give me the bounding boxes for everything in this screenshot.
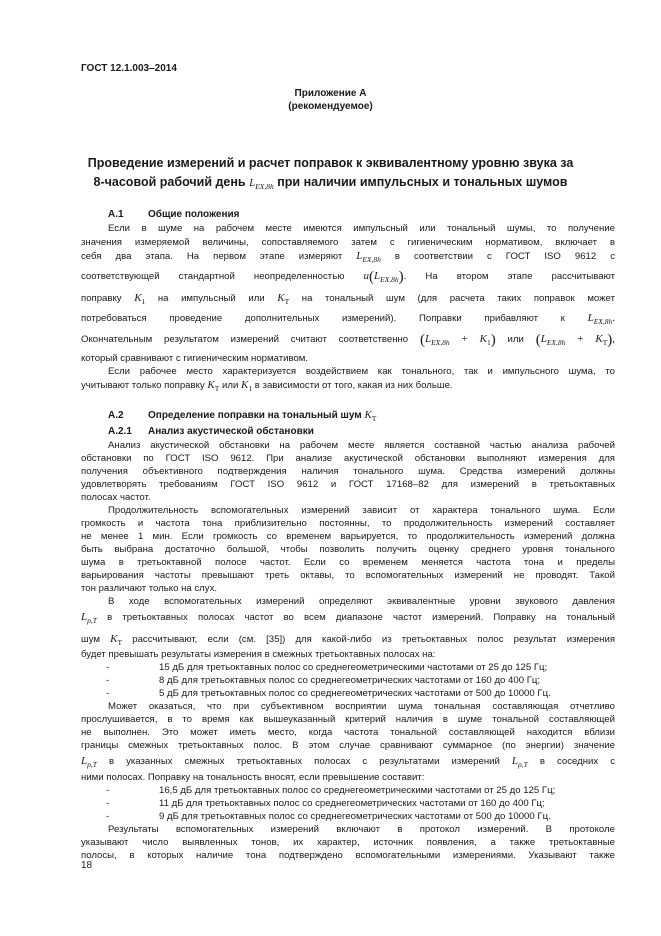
- punctuation: .: [612, 312, 616, 324]
- formula-symbol: L: [81, 611, 88, 623]
- formula-symbol: L: [424, 333, 432, 345]
- formula-subscript: EX,8h: [362, 255, 381, 265]
- list-item: [106, 784, 640, 797]
- paragraph-line: прослушивается, в то время как вышеуказанный критерий наличия в шуме тональной составляющей: [81, 714, 615, 725]
- formula-subscript: 1: [248, 384, 253, 394]
- list-item: [106, 674, 640, 687]
- formula-lex8h-plus-kt: $(L_{EX,8h} + K_Т)$,: [535, 332, 616, 348]
- list-item-text: 9 дБ для третьоктавных полос со среднегеометрических частотами от 500 до 10000 Гц.: [159, 811, 551, 822]
- title-text: при наличии импульсных и тональных шумов: [277, 175, 568, 189]
- formula-subscript: 1: [486, 338, 491, 348]
- formula-uncertainty: $u(L_{EX,8h})$: [363, 269, 404, 285]
- document-title-line2: [0, 175, 661, 191]
- formula-subscript: Т: [117, 638, 123, 648]
- text-segment: . На втором этапе рассчитывают: [403, 271, 615, 282]
- text-segment: поправку: [81, 293, 122, 304]
- text-segment: себя два этапа. На первом этапе измеряют: [81, 251, 343, 262]
- paragraph-line: удовлетворять требованиям ГОСТ ISO 9612 и ГОСТ 17168–82 для измерений в третьоктавных: [81, 479, 615, 490]
- formula-symbol: L: [587, 312, 594, 324]
- list-item-text: 5 дБ для третьоктавных полос со среднегеометрических частотами от 500 до 10000 Гц.: [159, 688, 551, 699]
- formula-subscript: Т: [371, 414, 377, 424]
- text-segment: или: [248, 293, 265, 304]
- formula-subscript: EX,8h: [380, 275, 399, 285]
- formula-lex8h-plus-k1: $(L_{EX,8h} + K_1)$: [419, 332, 496, 348]
- section-title: Общие положения: [148, 209, 240, 220]
- formula-subscript: p,T: [87, 760, 97, 770]
- paragraph-line: варьирования частоты превышают треть октавы, то вспомогательных измерений не проводят. Такой: [81, 570, 615, 581]
- list-item: [106, 797, 640, 810]
- list-marker: -: [106, 811, 110, 822]
- paragraph-line: обстановки по ГОСТ ISO 9612. При анализе акустической обстановки выполняют измерения для: [81, 453, 615, 464]
- paragraph-line: [81, 633, 615, 649]
- text-segment: на импульсный: [157, 293, 236, 304]
- formula-symbol: K: [595, 333, 603, 345]
- formula-symbol: L: [356, 250, 363, 262]
- formula-symbol: L: [249, 177, 256, 189]
- formula-k1: [134, 292, 146, 307]
- text-segment: Окончательным результатом измерений считают соответственно: [81, 334, 409, 345]
- formula-symbol: K: [110, 633, 118, 645]
- list-item-text: 11 дБ для третьоктавных полос со среднегеометрических частотами от 160 до 400 Гц;: [159, 798, 545, 809]
- list-item-text: 15 дБ для третьоктавных полос со среднегеометрическими частотами от 25 до 125 Гц;: [159, 662, 548, 673]
- formula-subscript: p,T: [87, 616, 97, 626]
- text-segment: или: [507, 334, 524, 345]
- section-heading-a21: [108, 426, 314, 437]
- formula-k1: [241, 379, 253, 394]
- paragraph-line: [81, 611, 615, 627]
- paragraph-line: границы смежных третьоктавных полос. В этом случае сравнивают суммарное (по энергии) значение: [81, 740, 615, 751]
- list-item-text: 16,5 дБ для третьоктавных полос со среднегеометрическими частотами от 25 до 125 Гц;: [159, 785, 556, 796]
- paragraph-line: [81, 379, 615, 395]
- paragraph-line: значения измеряемой величины, сопоставляемого затем с гигиеническим нормативом, включает в: [81, 237, 615, 248]
- paragraph-line: Продолжительность вспомогательных измерений зависит от характера тонального шума. Если: [108, 505, 615, 516]
- list-marker: -: [106, 675, 110, 686]
- formula-kt: [277, 292, 290, 307]
- text-segment: или: [222, 380, 239, 391]
- paragraph-line: получения объективного подтверждения наличия тонального шума. Средства измерений должны: [81, 466, 615, 477]
- punctuation: ,: [612, 333, 616, 345]
- formula-lex8h: [249, 177, 274, 192]
- formula-symbol: K: [207, 379, 215, 391]
- formula-symbol: L: [511, 755, 518, 767]
- formula-subscript: Т: [284, 297, 290, 307]
- formula-kt: [110, 633, 123, 648]
- list-marker: -: [106, 662, 110, 673]
- list-item: [106, 661, 640, 674]
- paragraph-line: который сравнивают с гигиеническим нормативом.: [81, 353, 309, 364]
- section-heading-a1: [108, 209, 240, 220]
- section-heading-a2: [108, 409, 376, 423]
- text-segment: шум: [81, 634, 100, 645]
- text-segment: в указанных смежных третьоктавных полосах с результатами измерений: [108, 756, 500, 767]
- formula-symbol: L: [81, 755, 88, 767]
- formula-subscript: 1: [141, 297, 146, 307]
- paragraph-line: указывают число выявленных тонов, их характер, источник появления, а также третьоктавные: [81, 837, 615, 848]
- paragraph-line: [81, 755, 615, 771]
- formula-subscript: Т: [214, 384, 220, 394]
- formula-operator: +: [577, 333, 584, 345]
- list-marker: -: [106, 785, 110, 796]
- list-item: [106, 810, 640, 823]
- paragraph-line: будет превышать результаты измерения в смежных третьоктавных полосах на:: [81, 649, 436, 660]
- paragraph-line: тон различают только на слух.: [81, 583, 218, 594]
- formula-subscript: EX,8h: [546, 338, 566, 348]
- formula-symbol: K: [479, 333, 487, 345]
- list-item-text: 8 дБ для третьоктавных полос со среднегеометрических частотами от 160 до 400 Гц;: [159, 675, 541, 686]
- formula-lpt: [81, 755, 97, 770]
- paragraph-line: Если в шуме на рабочем месте имеются импульсный или тональный шумы, то получение: [108, 223, 615, 234]
- paragraph-line: Если рабочее место характеризуется воздействием как тонального, так и импульсного шума, то: [108, 366, 615, 377]
- text-segment: соответствующей стандартной неопределенностью: [81, 271, 345, 282]
- paragraph-line: [81, 292, 615, 308]
- paragraph-line: [81, 250, 615, 266]
- formula-subscript: EX,8h: [593, 317, 613, 327]
- formula-symbol: u: [363, 270, 369, 282]
- text-segment: на тональный: [301, 293, 374, 304]
- paragraph-line: [81, 270, 615, 286]
- formula-lex8h: [587, 312, 616, 327]
- paragraph-line: Может оказаться, что при субъективном восприятии шума тональная составляющая отчетливо: [108, 701, 615, 712]
- formula-lpt: [511, 755, 528, 770]
- formula-symbol: L: [373, 270, 381, 282]
- paragraph-line: быть выбрана достаточно большой, чтобы позволить получить оценку среднего уровня тонального: [81, 544, 615, 555]
- formula-subscript: Т: [602, 338, 608, 348]
- formula-symbol: K: [364, 409, 372, 421]
- paragraph-line: Анализ акустической обстановки на рабочем месте является составной частью анализа рабочей: [108, 440, 615, 451]
- formula-symbol: K: [277, 292, 285, 304]
- formula-symbol: K: [241, 379, 249, 391]
- formula-subscript: EX,8h: [255, 182, 274, 192]
- document-title-line1: Проведение измерений и расчет поправок к эквивалентному уровню звука за: [87, 156, 574, 170]
- paragraph-line: не менее 1 мин. Если громкость со временем варьируется, то продолжительность измерений должна: [81, 531, 615, 542]
- paragraph-line: шума в третьоктавной полосе частот. Если со временем меняется частота тона и пределы: [81, 557, 615, 568]
- section-title: Анализ акустической обстановки: [148, 426, 314, 437]
- list-item: [106, 687, 640, 700]
- section-number: А.2.1: [108, 426, 132, 437]
- text-segment: в соответствии с ГОСТ ISO 9612 с: [394, 251, 616, 262]
- text-segment: в третьоктавных полосах частот во всем диапазоне частот измерений. Поправку на тональный: [107, 612, 615, 623]
- paragraph-line: Результаты вспомогательных измерений включают в протокол измерений. В протоколе: [108, 824, 615, 835]
- appendix-subtitle: (рекомендуемое): [288, 101, 373, 112]
- text-segment: рассчитывают, если (см. [35]) для какой-либо из третьоктавных полос результат измерения: [132, 634, 616, 645]
- formula-kt: [207, 379, 220, 394]
- formula-kt: [364, 409, 377, 424]
- formula-lpt: [81, 611, 97, 626]
- paragraph-line: не выполнен. Это может иметь место, когда частота тональной составляющей находится вблизи: [81, 727, 615, 738]
- formula-subscript: p,T: [518, 760, 528, 770]
- formula-lex8h: [356, 250, 381, 265]
- list-marker: -: [106, 798, 110, 809]
- paragraph-line: [81, 312, 615, 328]
- text-segment: потребоваться проведение дополнительных измерений). Поправки прибавляют к: [81, 313, 565, 324]
- formula-symbol: K: [134, 292, 142, 304]
- paragraph-line: полосах частот.: [81, 492, 151, 503]
- paragraph-line: ними полосах. Поправку на тональность вносят, если превышение составит:: [81, 772, 425, 783]
- paragraph-line: громкость и частота тона приблизительно постоянны, то продолжительность измерений составляет: [81, 518, 615, 529]
- formula-symbol: L: [540, 333, 547, 345]
- section-number: А.1: [108, 209, 124, 220]
- page-number: 18: [81, 860, 93, 871]
- section-number: А.2: [108, 410, 124, 421]
- paragraph-line: В ходе вспомогательных измерений определяют эквивалентные уровни звукового давления: [108, 596, 615, 607]
- list-marker: -: [106, 688, 110, 699]
- formula-subscript: EX,8h: [431, 338, 450, 348]
- text-segment: в зависимости от того, какая из них больше.: [254, 380, 453, 391]
- text-segment: учитывают только поправку: [81, 380, 205, 391]
- title-text: 8-часовой рабочий день: [93, 175, 246, 189]
- section-title: Определение поправки на тональный шум: [148, 410, 362, 421]
- text-segment: в соседних с: [539, 756, 615, 767]
- standard-code: ГОСТ 12.1.003–2014: [81, 63, 177, 74]
- formula-operator: +: [461, 333, 468, 345]
- paragraph-line: [81, 333, 615, 349]
- paragraph-line: полосы, в которых наличие тона подтверждено вспомогательными измерениями. Указывают также: [81, 850, 615, 861]
- appendix-title: Приложение А: [294, 88, 367, 99]
- text-segment: шум (для расчета таких поправок может: [385, 293, 615, 304]
